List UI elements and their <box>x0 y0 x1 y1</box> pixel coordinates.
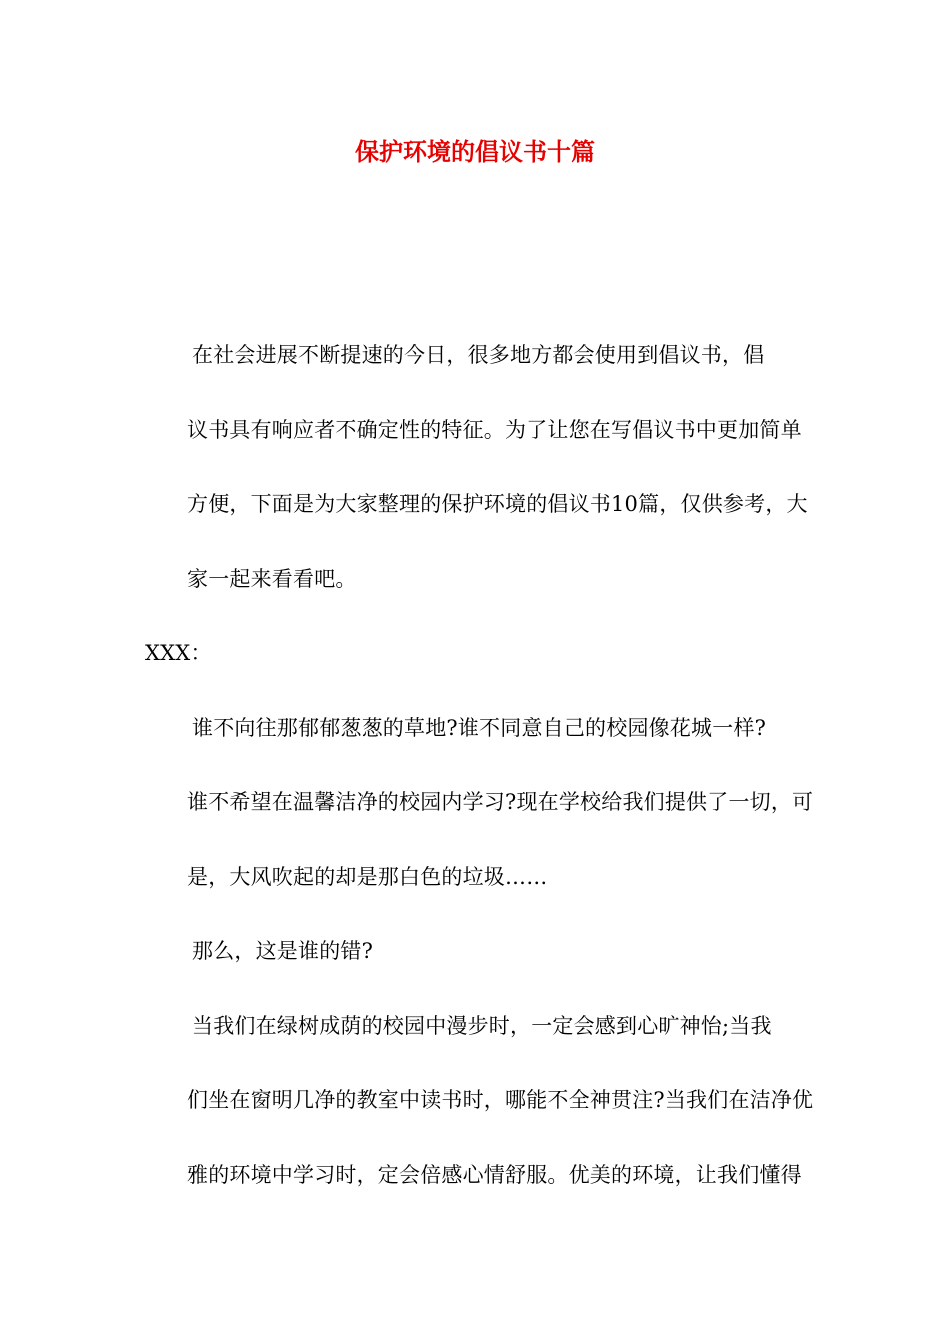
text-line: 那么，这是谁的错? <box>192 939 374 963</box>
body-paragraph-1 <box>145 691 814 915</box>
text-line: 是，大风吹起的却是那白色的垃圾…… <box>187 864 548 889</box>
text-line: 谁不向往那郁郁葱葱的草地?谁不同意自己的校园像花城一样? <box>192 715 767 740</box>
text-line: 家一起来看看吧。 <box>187 566 357 591</box>
document-body <box>145 318 814 1212</box>
text-line: 雅的环境中学习时，定会倍感心情舒服。优美的环境，让我们懂得 <box>187 1162 802 1187</box>
body-paragraph-2 <box>145 914 807 989</box>
text-line: 方便，下面是为大家整理的保护环境的倡议书10篇，仅供参考，大 <box>187 492 808 516</box>
body-paragraph-3 <box>145 989 814 1213</box>
text-line: 议书具有响应者不确定性的特征。为了让您在写倡议书中更加简单 <box>187 417 802 442</box>
text-line: 谁不希望在温馨洁净的校园内学习?现在学校给我们提供了一切，可 <box>187 790 814 814</box>
salutation <box>145 616 807 691</box>
text-line: XXX： <box>145 641 212 665</box>
document-title: 保护环境的倡议书十篇 <box>355 137 595 166</box>
text-line: 在社会进展不断提速的今日，很多地方都会使用到倡议书，倡 <box>192 343 765 367</box>
text-line: 们坐在窗明几净的教室中读书时，哪能不全神贯注?当我们在洁净优 <box>187 1088 814 1112</box>
text-line: 当我们在绿树成荫的校园中漫步时，一定会感到心旷神怡;当我 <box>192 1013 772 1038</box>
intro-paragraph <box>145 318 807 616</box>
